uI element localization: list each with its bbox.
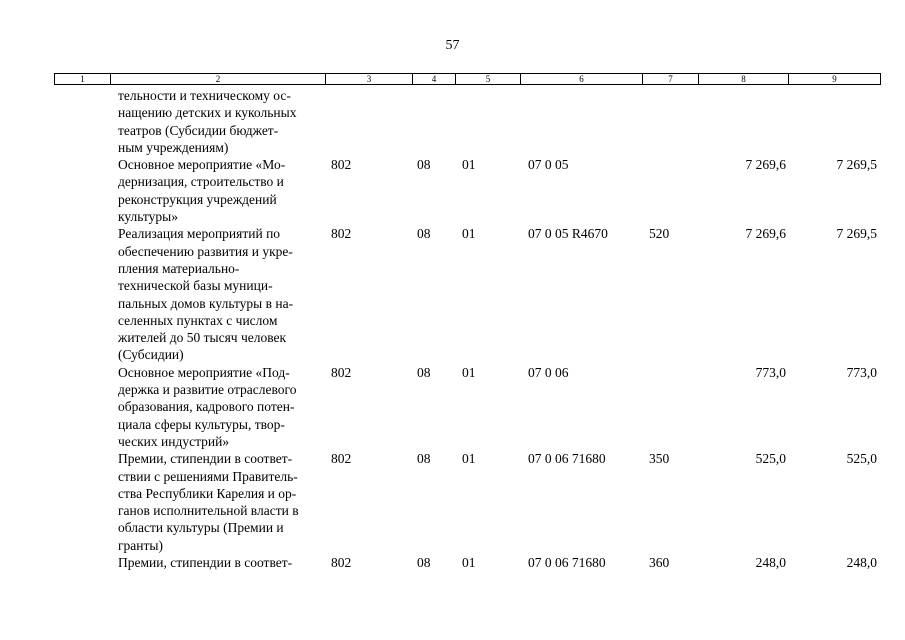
table-row bbox=[0, 87, 905, 156]
amount-planned: 248,0 bbox=[755, 555, 786, 571]
table-row bbox=[0, 554, 905, 571]
amount-planned: 773,0 bbox=[755, 364, 786, 380]
subsection-code: 08 bbox=[417, 364, 431, 380]
header-cell-4: 4 bbox=[413, 73, 456, 85]
description-line: дернизация, строительство и bbox=[118, 174, 284, 190]
row-description bbox=[118, 225, 318, 363]
section-code: 802 bbox=[331, 364, 352, 380]
description-line: ствии с решениями Правитель- bbox=[118, 468, 298, 484]
description-line: гранты) bbox=[118, 537, 163, 553]
section-code: 802 bbox=[331, 555, 352, 571]
subsection-sub-code: 01 bbox=[462, 364, 476, 380]
section-code: 802 bbox=[331, 226, 352, 242]
description-line: селенных пунктах с числом bbox=[118, 312, 278, 328]
description-line: Премии, стипендии в соответ- bbox=[118, 451, 293, 467]
amount-planned: 7 269,6 bbox=[745, 226, 786, 242]
description-line: ганов исполнительной власти в bbox=[118, 503, 299, 519]
description-line: циала сферы культуры, твор- bbox=[118, 416, 285, 432]
table-body bbox=[0, 87, 905, 571]
header-cell-1: 1 bbox=[54, 73, 111, 85]
header-cell-3: 3 bbox=[326, 73, 413, 85]
amount-executed: 525,0 bbox=[846, 451, 877, 467]
subsection-code: 08 bbox=[417, 226, 431, 242]
target-article-code: 07 0 06 71680 bbox=[528, 451, 606, 467]
description-line: технической базы муници- bbox=[118, 278, 273, 294]
subsection-sub-code: 01 bbox=[462, 555, 476, 571]
expense-type-code: 360 bbox=[649, 555, 670, 571]
expense-type-code: 350 bbox=[649, 451, 670, 467]
description-line: держка и развитие отраслевого bbox=[118, 382, 297, 398]
target-article-code: 07 0 06 bbox=[528, 364, 569, 380]
description-line: (Субсидии) bbox=[118, 347, 184, 363]
subsection-sub-code: 01 bbox=[462, 157, 476, 173]
amount-executed: 7 269,5 bbox=[836, 157, 877, 173]
target-article-code: 07 0 05 R4670 bbox=[528, 226, 608, 242]
header-cell-5: 5 bbox=[456, 73, 521, 85]
description-line: театров (Субсидии бюджет- bbox=[118, 122, 279, 138]
table-row bbox=[0, 156, 905, 225]
description-line: обеспечению развития и укре- bbox=[118, 243, 293, 259]
description-line: жителей до 50 тысяч человек bbox=[118, 330, 287, 346]
section-code: 802 bbox=[331, 451, 352, 467]
page-number: 57 bbox=[445, 38, 460, 53]
row-description bbox=[118, 450, 318, 554]
description-line: пальных домов культуры в на- bbox=[118, 295, 294, 311]
description-line: ства Республики Карелия и ор- bbox=[118, 485, 297, 501]
amount-executed: 773,0 bbox=[846, 364, 877, 380]
description-line: реконструкция учреждений bbox=[118, 191, 277, 207]
description-line: культуры» bbox=[118, 209, 178, 225]
table-row bbox=[0, 450, 905, 554]
description-line: Основное мероприятие «Мо- bbox=[118, 157, 286, 173]
description-line: Основное мероприятие «Под- bbox=[118, 364, 290, 380]
subsection-sub-code: 01 bbox=[462, 451, 476, 467]
description-line: образования, кадрового потен- bbox=[118, 399, 295, 415]
table-row bbox=[0, 225, 905, 363]
section-code: 802 bbox=[331, 157, 352, 173]
target-article-code: 07 0 05 bbox=[528, 157, 569, 173]
description-line: ным учреждениям) bbox=[118, 139, 229, 155]
description-line: Реализация мероприятий по bbox=[118, 226, 281, 242]
amount-executed: 248,0 bbox=[846, 555, 877, 571]
row-description bbox=[118, 87, 318, 156]
header-cell-7: 7 bbox=[643, 73, 699, 85]
subsection-code: 08 bbox=[417, 157, 431, 173]
description-line: тельности и техническому ос- bbox=[118, 88, 291, 103]
header-cell-6: 6 bbox=[521, 73, 643, 85]
description-line: области культуры (Премии и bbox=[118, 520, 284, 536]
row-description bbox=[118, 364, 318, 450]
subsection-sub-code: 01 bbox=[462, 226, 476, 242]
table-row bbox=[0, 364, 905, 450]
description-line: Премии, стипендии в соответ- bbox=[118, 555, 293, 571]
description-line: нащению детских и кукольных bbox=[118, 105, 297, 121]
row-description bbox=[118, 156, 318, 225]
amount-executed: 7 269,5 bbox=[836, 226, 877, 242]
target-article-code: 07 0 06 71680 bbox=[528, 555, 606, 571]
expense-type-code: 520 bbox=[649, 226, 670, 242]
subsection-code: 08 bbox=[417, 555, 431, 571]
amount-planned: 7 269,6 bbox=[745, 157, 786, 173]
header-cell-8: 8 bbox=[699, 73, 789, 85]
header-cell-9: 9 bbox=[789, 73, 881, 85]
amount-planned: 525,0 bbox=[755, 451, 786, 467]
subsection-code: 08 bbox=[417, 451, 431, 467]
header-cell-2: 2 bbox=[111, 73, 326, 85]
description-line: ческих индустрий» bbox=[118, 433, 230, 449]
description-line: пления материально- bbox=[118, 260, 240, 276]
row-description bbox=[118, 554, 318, 571]
